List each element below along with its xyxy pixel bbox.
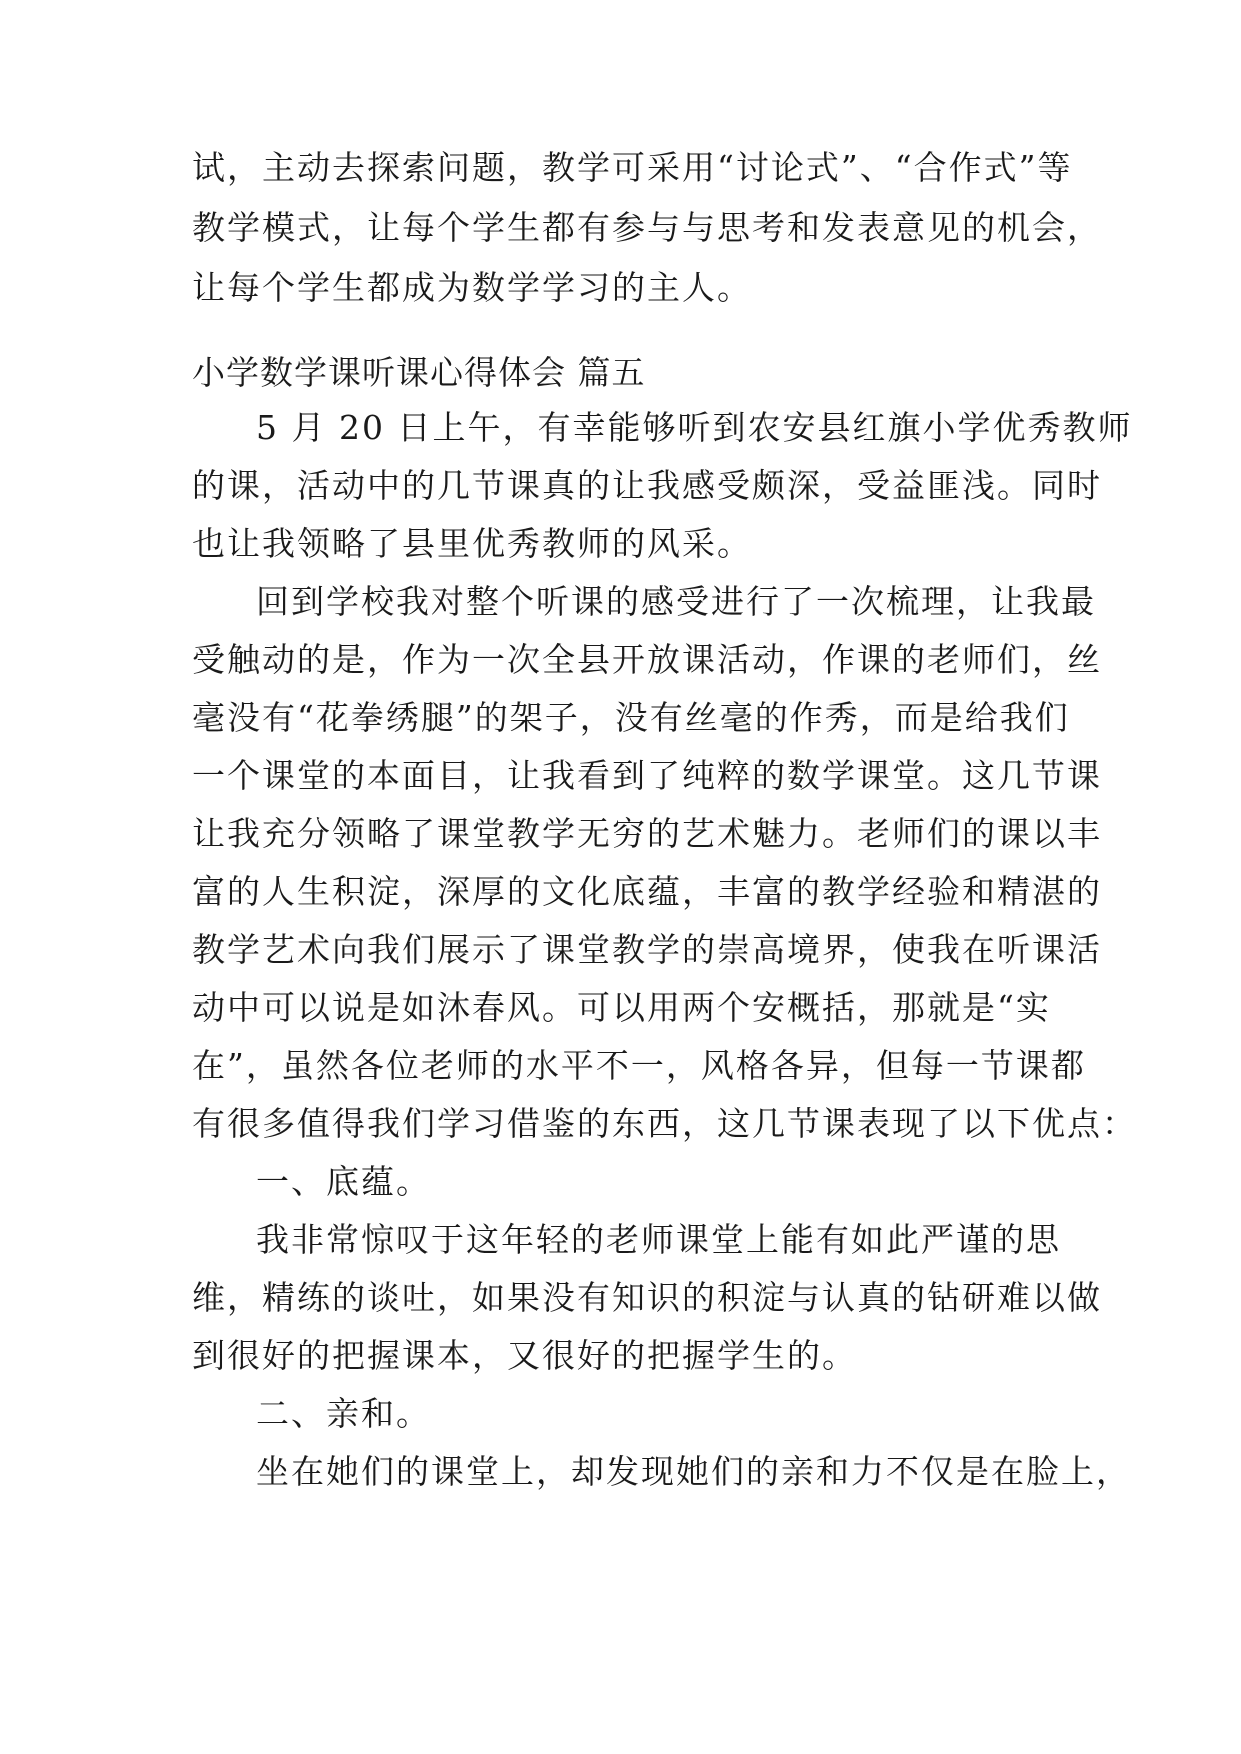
paragraph-line: 一个课堂的本面目，让我看到了纯粹的数学课堂。这几节课 [192, 756, 1102, 795]
paragraph-line: 教学模式，让每个学生都有参与与思考和发表意见的机会， [192, 208, 1102, 247]
paragraph-line: 让我充分领略了课堂教学无穷的艺术魅力。老师们的课以丰 [192, 814, 1102, 853]
paragraph-line: 也让我领略了县里优秀教师的风采。 [192, 524, 752, 563]
paragraph-line: 试，主动去探索问题，教学可采用“讨论式”、“合作式”等 [192, 148, 1073, 187]
paragraph-line: 我非常惊叹于这年轻的老师课堂上能有如此严谨的思 [256, 1220, 1061, 1259]
paragraph-line: 到很好的把握课本，又很好的把握学生的。 [192, 1336, 857, 1375]
paragraph-line: 动中可以说是如沐春风。可以用两个安概括，那就是“实 [192, 988, 1051, 1027]
paragraph-line: 维，精练的谈吐，如果没有知识的积淀与认真的钻研难以做 [192, 1278, 1102, 1317]
paragraph-line: 有很多值得我们学习借鉴的东西，这几节课表现了以下优点： [192, 1104, 1137, 1143]
paragraph-line: 受触动的是，作为一次全县开放课活动，作课的老师们，丝 [192, 640, 1102, 679]
paragraph-line: 教学艺术向我们展示了课堂教学的崇高境界，使我在听课活 [192, 930, 1102, 969]
section-title: 小学数学课听课心得体会 篇五 [192, 353, 646, 392]
paragraph-line: 毫没有“花拳绣腿”的架子，没有丝毫的作秀，而是给我们 [192, 698, 1070, 737]
paragraph-line: 在”，虽然各位老师的水平不一，风格各异，但每一节课都 [192, 1046, 1086, 1085]
list-heading: 二、亲和。 [256, 1394, 431, 1433]
paragraph-line: 让每个学生都成为数学学习的主人。 [192, 268, 752, 307]
paragraph-line: 坐在她们的课堂上，却发现她们的亲和力不仅是在脸上， [256, 1452, 1131, 1491]
list-heading: 一、底蕴。 [256, 1162, 431, 1201]
paragraph-line: 5 月 20 日上午，有幸能够听到农安县红旗小学优秀教师 [256, 408, 1133, 447]
paragraph-line: 的课，活动中的几节课真的让我感受颇深，受益匪浅。同时 [192, 466, 1102, 505]
paragraph-line: 富的人生积淀，深厚的文化底蕴，丰富的教学经验和精湛的 [192, 872, 1102, 911]
paragraph-line: 回到学校我对整个听课的感受进行了一次梳理，让我最 [256, 582, 1096, 621]
